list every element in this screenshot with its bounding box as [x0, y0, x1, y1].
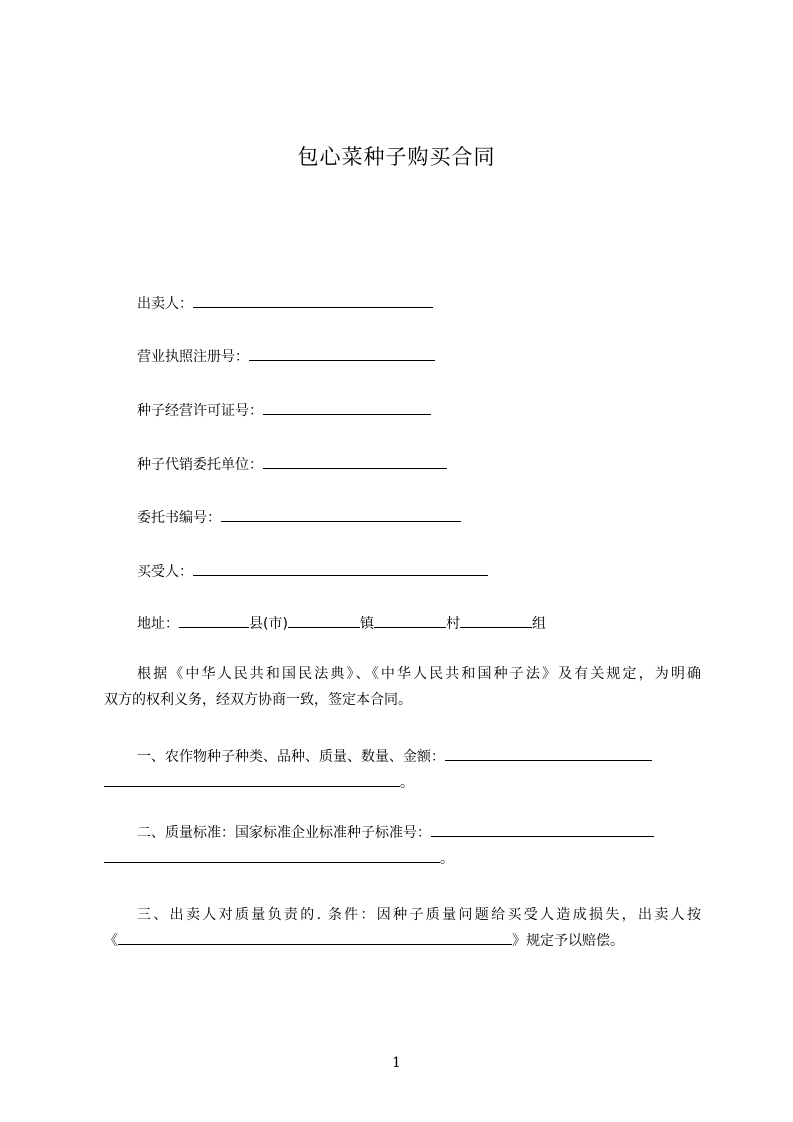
clause-1-line-1 — [104, 744, 701, 770]
town-blank[interactable] — [288, 612, 360, 628]
clause-2-line-1 — [104, 820, 701, 846]
county-label: 县(市) — [249, 616, 288, 632]
intro-line-1: 根据《中华人民共和国民法典》、《中华人民共和国种子法》及有关规定，为明确 — [137, 666, 701, 682]
group-blank[interactable] — [460, 612, 532, 628]
intro-line-2: 双方的权利义务，经双方协商一致，签定本合同。 — [104, 692, 412, 708]
clause-3-blank[interactable] — [118, 929, 512, 945]
clause-1-end: 。 — [400, 775, 414, 791]
commission-blank[interactable] — [221, 506, 461, 522]
clause-2-line-2 — [104, 846, 701, 872]
commission-label: 委托书编号： — [137, 510, 221, 526]
seller-field — [137, 292, 433, 314]
clause-2-text: 二、质量标准：国家标准企业标准种子标准号： — [137, 825, 431, 841]
town-label: 镇 — [359, 616, 374, 632]
clause-3-open: 《 — [104, 933, 118, 949]
village-label: 村 — [445, 616, 460, 632]
agent-unit-blank[interactable] — [263, 453, 447, 469]
clause-1 — [104, 744, 701, 796]
document-title: 包心菜种子购买合同 — [297, 145, 496, 169]
clause-2-end: 。 — [440, 851, 454, 867]
clause-3 — [104, 902, 701, 954]
clause-1-blank-b[interactable] — [104, 771, 400, 787]
seed-permit-field — [137, 399, 431, 421]
seller-label: 出卖人： — [137, 296, 193, 312]
agent-unit-field — [137, 453, 447, 475]
clause-2-blank-a[interactable] — [431, 821, 654, 837]
seller-blank[interactable] — [193, 292, 433, 308]
clause-1-line-2 — [104, 770, 701, 796]
intro-paragraph — [104, 661, 701, 713]
seed-permit-label: 种子经营许可证号： — [137, 403, 263, 419]
buyer-label: 买受人： — [137, 564, 193, 580]
clause-1-text: 一、农作物种子种类、品种、质量、数量、金额： — [137, 749, 445, 765]
license-label: 营业执照注册号： — [137, 349, 249, 365]
clause-3-line-2 — [104, 928, 701, 954]
buyer-blank[interactable] — [193, 560, 488, 576]
license-field — [137, 345, 435, 367]
clause-2 — [104, 820, 701, 872]
commission-field — [137, 506, 461, 528]
village-blank[interactable] — [374, 612, 446, 628]
clause-3-close: 》规定予以赔偿。 — [512, 933, 624, 949]
page-number: 1 — [392, 1055, 401, 1071]
license-blank[interactable] — [249, 345, 435, 361]
group-label: 组 — [531, 616, 546, 632]
clause-3-line-1: 三、出卖人对质量负责的. 条件：因种子质量问题给买受人造成损失，出卖人按 — [137, 907, 701, 923]
seed-permit-blank[interactable] — [263, 399, 431, 415]
county-blank[interactable] — [179, 612, 249, 628]
clause-2-blank-b[interactable] — [104, 847, 440, 863]
address-label: 地址： — [137, 616, 179, 632]
agent-unit-label: 种子代销委托单位： — [137, 457, 263, 473]
address-field — [137, 612, 546, 634]
buyer-field — [137, 560, 488, 582]
clause-1-blank-a[interactable] — [445, 745, 652, 761]
